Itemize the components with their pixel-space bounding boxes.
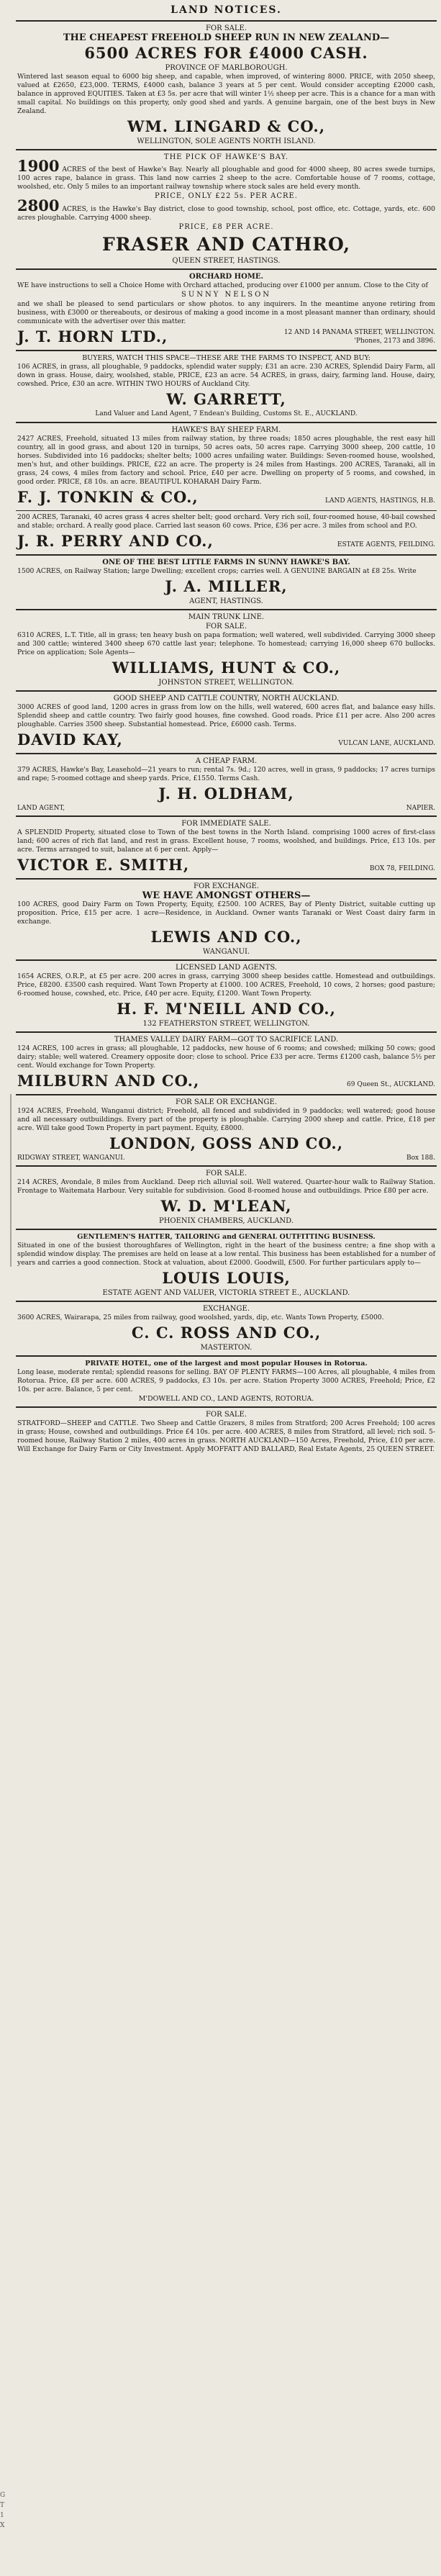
agent-line: MASTERTON. xyxy=(200,1344,253,1352)
ad-head: FOR IMMEDIATE SALE. xyxy=(181,820,271,828)
agent-name: VICTOR E. SMITH, xyxy=(17,856,190,874)
ad-head: GOOD SHEEP AND CATTLE COUNTRY, NORTH AUCKLAND. xyxy=(113,695,340,702)
agent-line: ESTATE AGENTS, FEILDING. xyxy=(337,541,435,548)
ad-exchange-wairarapa xyxy=(16,1301,437,1355)
ad-body: Situated in one of the busiest thoroughfares of Wellington, right in the heart of the business centre; a fine shop with a splendid window display. The premises are held on lease at a low rental. This business has been established for a number of years and carries a good connection. Stock at valuation, about £2000. Goodwill, £500. For further particulars apply to— xyxy=(17,1242,435,1267)
place: SUNNY NELSON xyxy=(181,291,272,299)
ad-head: ORCHARD HOME. xyxy=(189,273,263,281)
agent-name: J. T. HORN LTD., xyxy=(17,327,168,345)
ad-body: 379 ACRES, Hawke's Bay, Leasehold—21 years to run; rental 7s. 9d.; 120 acres, well in grass, 9 paddocks; 17 acres turnips and rape; 5-roomed cottage and sheep yards. Price, £1550. Terms Cash. xyxy=(17,766,435,782)
agent-name: LONDON, GOSS AND CO., xyxy=(109,1134,344,1152)
ad-head: FOR SALE. xyxy=(205,1411,247,1419)
agent-right: NAPIER. xyxy=(406,805,435,812)
ad-for-exchange xyxy=(16,878,437,959)
ad-head: FOR EXCHANGE. xyxy=(194,882,259,890)
ad-body: and we shall be pleased to send particulars or show photos. to any inquirers. In the meantime anyone retiring from business, with £3000 or thereabouts, or desirous of making a good income in a most pleasant manner than ordinary, should communicate with the advertiser over this matter. xyxy=(17,300,435,325)
margin-mark: G xyxy=(0,2492,6,2499)
agent-address: 12 AND 14 PANAMA STREET, WELLINGTON. xyxy=(283,328,435,336)
ad-body: ACRES, is the Hawke's Bay district, close to good township, school, post office, etc. Cottage, yards, etc. 600 acres ploughable. Carrying 4000 sheep. xyxy=(17,205,436,222)
ad-body: 214 ACRES, Avondale, 8 miles from Auckland. Deep rich alluvial soil. Well watered. Quarter-hour walk to Railway Station. Frontage to Waitemata Harbour. Very suitable for subdivision. Good 8-roomed house and outbuildings. Price £80 per acre. xyxy=(17,1178,435,1195)
agent-line: BOX 78, FEILDING. xyxy=(369,865,435,872)
agent-line: Land Valuer and Land Agent, 7 Endean's Building, Customs St. E., AUCKLAND. xyxy=(95,410,358,417)
ad-head: FOR SALE. xyxy=(205,1170,247,1178)
agent-name: DAVID KAY, xyxy=(17,731,123,749)
ad-head: LICENSED LAND AGENTS. xyxy=(175,964,278,972)
ad-body: 1500 ACRES, on Railway Station; large Dwelling; excellent crops; carries well. A GENUINE BARGAIN at £8 25s. Write xyxy=(17,567,417,575)
ad-buyers-watch xyxy=(16,350,437,422)
agent-line: WELLINGTON, SOLE AGENTS NORTH ISLAND. xyxy=(137,137,316,145)
agent-name: LOUIS LOUIS, xyxy=(162,1269,291,1287)
ad-head: A CHEAP FARM. xyxy=(195,757,258,765)
ad-body: STRATFORD—SHEEP and CATTLE. Two Sheep and Cattle Grazers, 8 miles from Stratford; 200 Acres Freehold; 100 acres in grass; House, cowshed and outbuildings. Price £4 10s. per acre. 400 ACRES, 8 miles from Stratford, all level; rich soil. 5-roomed house, Railway Station 2 miles, 400 acres in grass. NORTH AUCKLAND—150 Acres, Freehold, Price, £10 per acre. Will Exchange for Dairy Farm or City Investment. Apply MOFFATT AND BALLARD, Real Estate Agents, 25 QUEEN STREET. xyxy=(17,1419,435,1453)
ad-hatter-business xyxy=(16,1229,437,1301)
ad-body: 124 ACRES, 100 acres in grass; all ploughable, 12 paddocks, new house of 6 rooms; and cowshed; milking 50 cows; good dairy; stable; well watered. Creamery opposite door; close to school. Price £33 per acre. Terms £1200 cash, balance 5½ per cent. Would exchange for Town Property. xyxy=(17,1044,435,1070)
agent-line: ESTATE AGENT AND VALUER, VICTORIA STREET E., AUCKLAND. xyxy=(102,1289,350,1297)
ad-body: ACRES of the best of Hawke's Bay. Nearly all ploughable and good for 4000 sheep, 80 acres swede turnips, 100 acres rape, balance in grass. This land now carries 2 sheep to the acre. Comfortable house of 7 rooms, cottage, woolshed, etc. Only 5 miles to an important railway township where stock sales are held every month. xyxy=(17,166,435,191)
ad-sale-or-exchange xyxy=(16,1094,437,1165)
agent-name: MILBURN AND CO., xyxy=(17,1072,200,1090)
agent-line: LAND AGENTS, HASTINGS, H.B. xyxy=(324,497,435,505)
ad-body: 2427 ACRES, Freehold, situated 13 miles from railway station, by three roads; 1850 acres ploughable, the rest easy hill country, all in good grass, and about 120 in turnips, 50 acres oats, 50 acres rape. Carrying 3000 sheep, 200 cattle, 10 horses. Subdivided into 16 paddocks; shelter belts; 1000 acres unfailing water. Buildings: Seven-roomed house, woolshed, men's hut, and other buildings. PRICE, £22 an acre. The property is 24 miles from Hastings. 200 ACRES, Taranaki, all in grass, 24 cows, 4 miles from factory and school. Price, £40 per acre. Dwelling on property of 5 rooms, and cowshed, in good order. PRICE, £8 10s. an acre. BEAUTIFUL KOHARAH Dairy Farm. xyxy=(17,435,435,486)
agent-name: WILLIAMS, HUNT & CO., xyxy=(112,659,341,677)
agent-line: VULCAN LANE, AUCKLAND. xyxy=(338,740,435,747)
ad-body: 1654 ACRES, O.R.P., at £5 per acre. 200 acres in grass, carrying 3000 sheep besides cattle. Homestead and outbuildings. Price, £8200. £3500 cash required. Want Town Property at £1000. 100 ACRES, Freehold, 10 cows, 2 horses; good pasture; 6-roomed house, cowshed, etc. Price, £40 per acre. Equity, £1200. Want Town Property. xyxy=(17,972,435,998)
ad-feilding xyxy=(16,510,437,554)
agent-line: WANGANUI. xyxy=(202,948,250,956)
ad-sunny-hawkes-bay xyxy=(16,554,437,609)
margin-mark: 1 xyxy=(0,2512,4,2519)
ad-head: HAWKE'S BAY SHEEP FARM. xyxy=(171,426,281,434)
ad-immediate-sale xyxy=(16,815,437,878)
classified-column xyxy=(16,0,437,2576)
lead-number: 1900 xyxy=(17,157,60,175)
agent-name: WM. LINGARD & CO., xyxy=(127,117,326,135)
agent-name: J. H. OLDHAM, xyxy=(158,785,294,803)
margin-mark: X xyxy=(0,2522,5,2529)
ad-avondale xyxy=(16,1165,437,1229)
ad-head: GENTLEMEN'S HATTER, TAILORING and GENERAL OUTFITTING BUSINESS. xyxy=(77,1233,376,1241)
ad-body: 200 ACRES, Taranaki, 40 acres grass 4 acres shelter belt; good orchard. Very rich soil, four-roomed house, 40-bail cowshed and stable; orchard. A really good place. Carried last season 60 cows. Price, £36 per acre. 3 miles from school and P.O. xyxy=(17,513,435,530)
ad-main-trunk xyxy=(16,609,437,690)
ad-cheap-farm xyxy=(16,753,437,815)
price: PRICE, £8 PER ACRE. xyxy=(178,223,274,231)
ad-body: Long lease, moderate rental; splendid reasons for selling. BAY OF PLENTY FARMS—100 Acres, all ploughable, 4 miles from Rotorua. Price, £8 per acre. 600 ACRES, 9 paddocks, £3 10s. per acre. Station Property 3000 ACRES, Freehold; Price, £2 10s. per acre. Balance, 5 per cent. xyxy=(17,1368,435,1393)
ad-body: A SPLENDID Property, situated close to Town of the best towns in the North Island. comprising 1000 acres of first-class land; 600 acres of rich flat land, and rest in grass. Excellent house, 7 rooms, woolshed, and buildings. Price, £13 10s. per acre. Terms arranged to suit, balance at 6 per cent. Apply— xyxy=(17,828,435,854)
ad-body: 3600 ACRES, Wairarapa, 25 miles from railway, good woolshed, yards, dip, etc. Wants Town Property, £5000. xyxy=(17,1314,384,1321)
ad-private-hotel xyxy=(16,1355,437,1406)
province: PROVINCE OF MARLBOROUGH. xyxy=(165,64,288,72)
ad-body: 106 ACRES, in grass, all ploughable, 9 paddocks, splendid water supply; £31 an acre. 230 ACRES, Splendid Dairy Farm, all down in grass. House, dairy, woolshed, stable, PRICE, £23 an acre. 54 ACRES, in grass, dairy, farming land. House, dairy, cowshed. Price, £30 an acre. WITHIN TWO HOURS of Auckland City. xyxy=(17,363,435,388)
ad-head: MAIN TRUNK LINE. xyxy=(188,613,265,621)
agent-line: M'DOWELL AND CO., LAND AGENTS, ROTORUA. xyxy=(138,1395,314,1403)
ad-body: Wintered last season equal to 6000 big sheep, and capable, when improved, of wintering 8000. PRICE, with 2050 sheep, valued at £2650, £23,000. TERMS, £4000 cash, balance 3 years at 5 per cent. Would consider accepting £2000 cash, balance in approved EQUITIES. Taken at £3 5s. per acre that will winter 1½ sheep per acre. This is a chance for a man with small capital. No buildings on this property, only good shed and yards. A genuine bargain, one of the best buys in New Zealand. xyxy=(17,73,435,115)
agent-line: PHOENIX CHAMBERS, AUCKLAND. xyxy=(158,1217,294,1225)
agent-name: F. J. TONKIN & CO., xyxy=(17,488,199,506)
ad-body: 6310 ACRES, L.T. Title, all in grass; ten heavy bush on papa formation; well watered, well subdivided. Carrying 3000 sheep and 300 cattle; wintered 3400 sheep 670 cattle last year; telephone. To homestead; carrying 16,000 sheep 670 bullocks. Price on application; Sole Agents— xyxy=(17,631,435,656)
ad-hawkes-bay-pick xyxy=(16,149,437,268)
ad-head: EXCHANGE. xyxy=(202,1305,250,1313)
ad-licensed-agents xyxy=(16,959,437,1031)
ad-head: FOR SALE. xyxy=(205,24,247,32)
lead-number: 2800 xyxy=(17,196,60,214)
ad-head: BUYERS, WATCH THIS SPACE—THESE ARE THE FARMS TO INSPECT, AND BUY: xyxy=(82,354,370,362)
ad-head: ONE OF THE BEST LITTLE FARMS IN SUNNY HAWKE'S BAY. xyxy=(102,559,350,566)
agent-name: J. R. PERRY AND CO., xyxy=(17,532,214,550)
section-header: LAND NOTICES. xyxy=(171,4,282,16)
ad-hawkes-bay-sheep xyxy=(16,422,437,510)
agent-phones: 'Phones, 2173 and 3896. xyxy=(354,337,435,345)
agent-line: AGENT, HASTINGS. xyxy=(189,597,263,605)
agent-name: J. A. MILLER, xyxy=(165,577,288,595)
price-line: 6500 ACRES FOR £4000 CASH. xyxy=(84,44,368,62)
ad-head: PRIVATE HOTEL, one of the largest and most popular Houses in Rotorua. xyxy=(85,1360,368,1368)
margin-rule xyxy=(10,1094,12,1267)
ad-subhead: WE HAVE AMONGST OTHERS— xyxy=(142,890,311,901)
ad-orchard-home xyxy=(16,268,437,350)
price: PRICE, ONLY £22 5s. PER ACRE. xyxy=(155,192,298,200)
ad-north-auckland xyxy=(16,690,437,753)
ad-body: 3000 ACRES of good land, 1200 acres in grass from low on the hills, well watered, 600 acres flat, and balance easy hills. Splendid sheep and cattle country. Two fairly good houses, fine cowshed. Good roads. Price £11 per acre. Also 200 acres ploughable. Carries 3500 sheep. Substantial homestead. Price, £6000 cash. Terms. xyxy=(17,703,435,728)
ad-stratford xyxy=(16,1406,437,1457)
ad-head: FOR SALE OR EXCHANGE. xyxy=(176,1098,277,1106)
margin-marks xyxy=(0,2490,10,2531)
agent-line: 132 FEATHERSTON STREET, WELLINGTON. xyxy=(142,1020,310,1028)
ad-head: THE PICK OF HAWKE'S BAY. xyxy=(163,153,289,161)
agent-name: LEWIS AND CO., xyxy=(150,928,302,946)
agent-line: QUEEN STREET, HASTINGS. xyxy=(172,257,281,265)
ad-head: THAMES VALLEY DAIRY FARM—GOT TO SACRIFICE LAND. xyxy=(114,1036,339,1044)
agent-name: W. GARRETT, xyxy=(166,390,286,408)
agent-line: JOHNSTON STREET, WELLINGTON. xyxy=(158,679,294,687)
ad-thames-valley xyxy=(16,1031,437,1094)
agent-line: RIDGWAY STREET, WANGANUI. xyxy=(17,1154,125,1162)
agent-name: C. C. ROSS AND CO., xyxy=(131,1324,322,1342)
agent-line: 69 Queen St., AUCKLAND. xyxy=(347,1081,435,1088)
agent-name: W. D. M'LEAN, xyxy=(160,1197,292,1215)
agent-box: Box 188. xyxy=(406,1154,435,1162)
agent-name: H. F. M'NEILL AND CO., xyxy=(117,1000,336,1018)
ad-body: WE have instructions to sell a Choice Home with Orchard attached, producing over £1000 per annum. Close to the City of xyxy=(17,281,428,289)
ad-subhead: THE CHEAPEST FREEHOLD SHEEP RUN IN NEW ZEALAND— xyxy=(63,32,390,43)
ad-marlborough xyxy=(16,20,437,149)
ad-subhead: FOR SALE. xyxy=(205,623,247,631)
agent-left: LAND AGENT, xyxy=(17,805,65,812)
ad-body: 100 ACRES, good Dairy Farm on Town Property, Equity, £2500. 100 ACRES, Bay of Plenty District, suitable cutting up proposition. Price, £15 per acre. 1 acre—Residence, in Auckland. Owner wants Taranaki or West Coast dairy farm in exchange. xyxy=(17,900,435,926)
ad-body: 1924 ACRES, Freehold, Wanganui district; Freehold, all fenced and subdivided in 9 paddocks; well watered; good house and all necessary outbuildings. Every part of the property is ploughable. Carrying 2000 sheep and cattle. Price, £18 per acre. Will take good Town Property in part payment. Equity, £8000. xyxy=(17,1107,435,1132)
agent-name: FRASER AND CATHRO, xyxy=(101,234,351,255)
margin-mark: T xyxy=(0,2502,5,2509)
